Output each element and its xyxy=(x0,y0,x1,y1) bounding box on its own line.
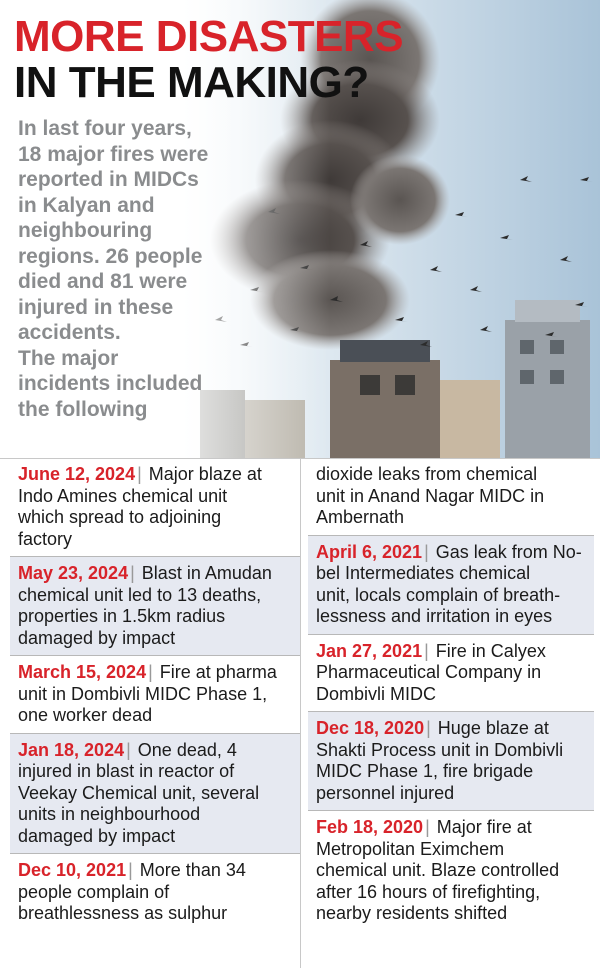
intro-line: reported in MIDCs xyxy=(18,168,199,191)
incident-date: May 23, 2024 xyxy=(18,563,129,583)
incident-item: Feb 18, 2020 | Major fire at Metropolitan Eximchem chemical unit. Blaze controlled after 16 hours of firefighting, nearby residents shifted xyxy=(308,811,594,931)
incident-item: June 12, 2024 | Major blaze at Indo Amines chemical unit which spread to adjoining factory xyxy=(10,458,300,557)
intro-line: 18 major fires were xyxy=(18,142,209,166)
intro-line: regions. 26 people xyxy=(18,244,203,268)
incident-date: Feb 18, 2020 xyxy=(316,817,424,837)
incident-date: June 12, 2024 xyxy=(18,464,136,484)
incident-text: Indo Amines chemical unit xyxy=(18,485,228,506)
incident-text: breathlessness as sulphur xyxy=(18,903,228,923)
incident-text: Major fire at xyxy=(436,817,532,837)
incident-text: nearby residents shifted xyxy=(316,903,508,923)
incident-text: unit in Anand Nagar MIDC in xyxy=(316,485,545,506)
incident-text: units in neighbourhood xyxy=(18,804,201,824)
incident-text: Fire at pharma xyxy=(159,662,277,682)
headline-line-1: MORE DISASTERS xyxy=(14,12,404,61)
incident-text: lessness and irritation in eyes xyxy=(316,606,553,626)
incident-text: after 16 hours of firefighting, xyxy=(316,881,541,902)
incident-date: Dec 10, 2021 xyxy=(18,860,127,880)
intro-line: incidents included xyxy=(18,372,203,395)
intro-line: the following xyxy=(18,397,148,421)
incident-text: Dombivli MIDC xyxy=(316,683,437,704)
incident-date: April 6, 2021 xyxy=(316,541,423,562)
incident-text: which spread to adjoining xyxy=(18,507,222,527)
incident-text: factory xyxy=(18,528,73,549)
incident-item: Dec 10, 2021 | More than 34 people complain of breathlessness as sulphur xyxy=(10,854,300,931)
incident-item: Jan 27, 2021 | Fire in Calyex Pharmaceutical Company in Dombivli MIDC xyxy=(308,635,594,713)
incident-text: Veekay Chemical unit, several xyxy=(18,782,260,803)
intro-line: neighbouring xyxy=(18,219,153,242)
intro-line: accidents. xyxy=(18,321,121,344)
intro-line: died and 81 were xyxy=(18,270,188,293)
hero-photo-panel xyxy=(0,0,600,458)
incident-text: Major blaze at xyxy=(148,464,262,484)
incident-text: one worker dead xyxy=(18,705,153,725)
incident-text: properties in 1.5km radius xyxy=(18,606,226,626)
incident-text: damaged by impact xyxy=(18,627,176,648)
incident-text: chemical unit. Blaze controlled xyxy=(316,860,560,880)
incident-text: unit, locals complain of breath- xyxy=(316,584,561,605)
incident-text: bel Intermediates chemical xyxy=(316,563,531,583)
incident-text: personnel injured xyxy=(316,782,455,803)
incident-text: Fire in Calyex xyxy=(435,640,546,661)
incident-text: MIDC Phase 1, fire brigade xyxy=(316,761,534,781)
incident-item: Jan 18, 2024 | One dead, 4 injured in blast in reactor of Veekay Chemical unit, several units in neighbourhood damaged by impact xyxy=(10,734,300,855)
incident-column-left xyxy=(10,458,300,931)
incident-text: More than 34 xyxy=(139,860,246,880)
incident-text: unit in Dombivli MIDC Phase 1, xyxy=(18,683,268,704)
incident-text: chemical unit led to 13 deaths, xyxy=(18,584,262,605)
incident-text: Gas leak from No- xyxy=(435,541,582,562)
headline xyxy=(14,14,403,106)
incident-text: Pharmaceutical Company in xyxy=(316,662,542,682)
incident-item: March 15, 2024 | Fire at pharma unit in Dombivli MIDC Phase 1, one worker dead xyxy=(10,656,300,734)
intro-line: The major xyxy=(18,346,119,370)
intro-line: In last four years, xyxy=(18,117,192,140)
headline-line-2: IN THE MAKING? xyxy=(14,58,369,107)
intro-line: injured in these xyxy=(18,295,174,319)
incident-list xyxy=(0,458,600,974)
incident-item: Dec 18, 2020 | Huge blaze at Shakti Process unit in Dombivli MIDC Phase 1, fire brigade personnel injured xyxy=(308,712,594,811)
incident-date: Jan 18, 2024 xyxy=(18,739,125,760)
incident-text: Huge blaze at xyxy=(437,718,549,738)
incident-text: damaged by impact xyxy=(18,825,176,846)
incident-text: Shakti Process unit in Dombivli xyxy=(316,739,564,760)
incident-item: May 23, 2024 | Blast in Amudan chemical unit led to 13 deaths, properties in 1.5km radius damaged by impact xyxy=(10,557,300,656)
incident-item-continued xyxy=(308,458,594,536)
incident-date: March 15, 2024 xyxy=(18,662,147,682)
incident-text: dioxide leaks from chemical xyxy=(316,464,538,484)
incident-item: April 6, 2021 | Gas leak from No- bel Intermediates chemical unit, locals complain of breath- lessness and irritation in eyes xyxy=(308,536,594,635)
intro-line: in Kalyan and xyxy=(18,193,155,217)
intro-text xyxy=(18,116,218,422)
incident-date: Dec 18, 2020 xyxy=(316,718,425,738)
incident-text: people complain of xyxy=(18,881,170,902)
incident-date: Jan 27, 2021 xyxy=(316,640,423,661)
incident-column-right xyxy=(308,458,594,931)
incident-text: Metropolitan Eximchem xyxy=(316,838,505,859)
incident-text: One dead, 4 xyxy=(137,739,237,760)
incident-text: injured in blast in reactor of xyxy=(18,761,235,781)
incident-text: Ambernath xyxy=(316,507,405,527)
incident-text: Blast in Amudan xyxy=(141,563,272,583)
